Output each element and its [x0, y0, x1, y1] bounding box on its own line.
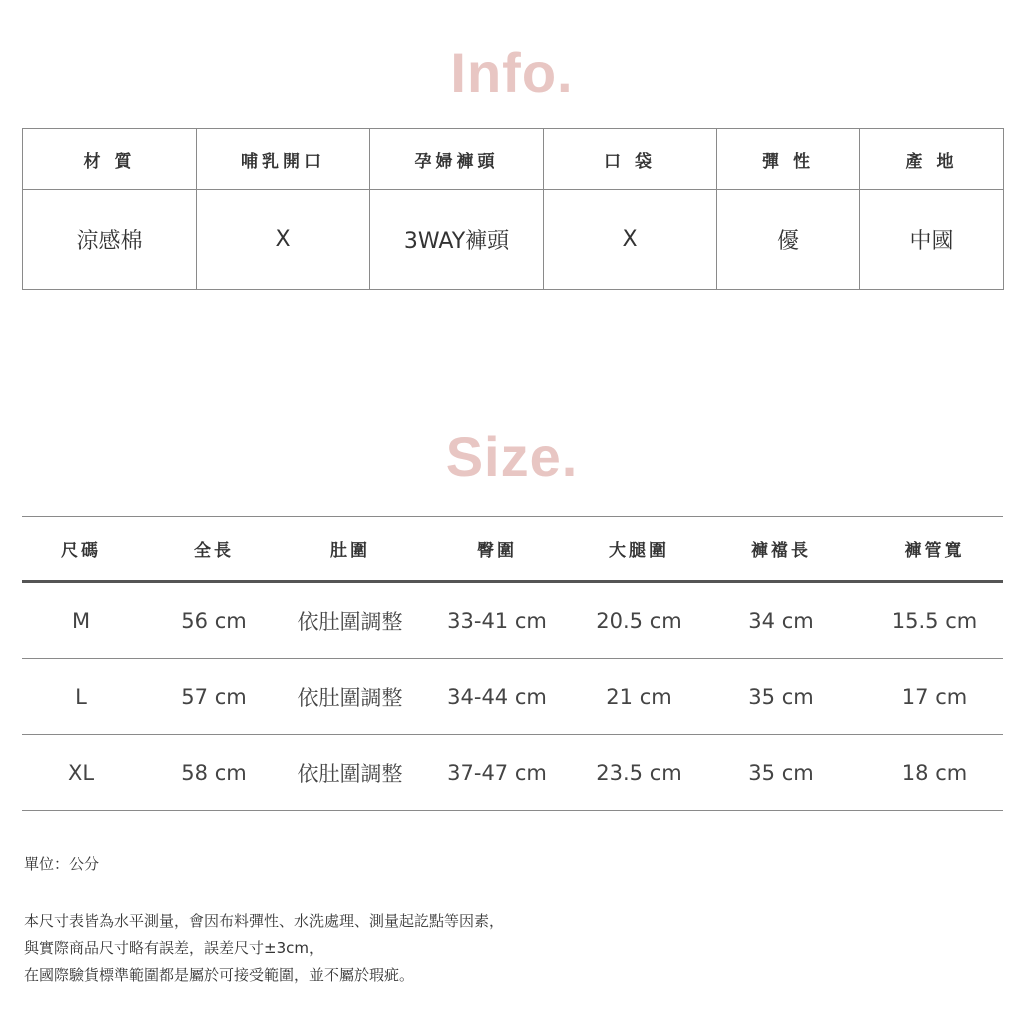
info-section-title: Info.: [450, 41, 574, 104]
info-value-elasticity: 優: [717, 190, 860, 290]
info-header-elasticity: 彈 性: [717, 129, 860, 190]
size-header-size: 尺碼: [61, 541, 101, 561]
disclaimer-line: 在國際驗貨標準範圍都是屬於可接受範圍，並不屬於瑕疵。: [24, 966, 415, 984]
info-value-material: 涼感棉: [23, 190, 197, 290]
info-table: [22, 128, 1004, 290]
size-header-thigh: 大腿圍: [609, 541, 669, 561]
size-header-row: [22, 517, 1003, 582]
info-header-maternity-waistband: 孕婦褲頭: [370, 129, 544, 190]
info-header-pocket: 口 袋: [544, 129, 717, 190]
size-header-leg-opening: 褲管寬: [904, 541, 965, 561]
table-row: [22, 735, 1003, 811]
table-cell: 34 cm: [748, 608, 814, 633]
table-row: [22, 659, 1003, 735]
table-cell: 56 cm: [181, 608, 247, 633]
table-cell: 37-47 cm: [447, 760, 547, 785]
info-value-pocket: X: [544, 190, 717, 290]
table-cell: M: [71, 608, 91, 633]
size-section-title: Size.: [445, 425, 579, 488]
size-header-length: 全長: [194, 541, 234, 561]
info-value-origin: 中國: [860, 190, 1004, 290]
table-cell: 依肚圍調整: [297, 685, 403, 710]
table-cell: L: [75, 684, 87, 709]
table-row: [22, 582, 1003, 659]
disclaimer-line: 與實際商品尺寸略有誤差，誤差尺寸±3cm，: [24, 939, 324, 957]
table-cell: 21 cm: [606, 684, 672, 709]
size-table: [22, 516, 1003, 811]
info-header-nursing-opening: 哺乳開口: [197, 129, 370, 190]
disclaimer-line: 本尺寸表皆為水平測量，會因布料彈性、水洗處理、測量起訖點等因素，: [24, 912, 505, 930]
info-value-maternity-waistband: 3WAY褲頭: [370, 190, 544, 290]
info-header-row: [23, 129, 1004, 190]
size-header-hip: 臀圍: [477, 541, 517, 561]
info-value-row: [23, 190, 1004, 290]
table-cell: 17 cm: [901, 684, 968, 709]
size-header-waist: 肚圍: [330, 541, 370, 561]
table-cell: 18 cm: [901, 760, 968, 785]
size-header-rise: 褲襠長: [751, 541, 811, 561]
table-cell: 20.5 cm: [596, 608, 682, 633]
info-header-material: 材 質: [23, 129, 197, 190]
table-cell: 23.5 cm: [596, 760, 682, 785]
table-cell: 依肚圍調整: [297, 609, 403, 634]
table-cell: 15.5 cm: [891, 608, 978, 633]
table-cell: 57 cm: [181, 684, 247, 709]
info-value-nursing-opening: X: [197, 190, 370, 290]
unit-note: 單位：公分: [24, 855, 100, 873]
table-cell: 35 cm: [748, 684, 814, 709]
table-cell: 58 cm: [181, 760, 247, 785]
table-cell: 33-41 cm: [447, 608, 547, 633]
info-header-origin: 產 地: [860, 129, 1004, 190]
table-cell: 34-44 cm: [447, 684, 547, 709]
table-cell: 35 cm: [748, 760, 814, 785]
table-cell: 依肚圍調整: [297, 761, 403, 786]
table-cell: XL: [67, 760, 95, 785]
measurement-disclaimer: [24, 908, 504, 989]
